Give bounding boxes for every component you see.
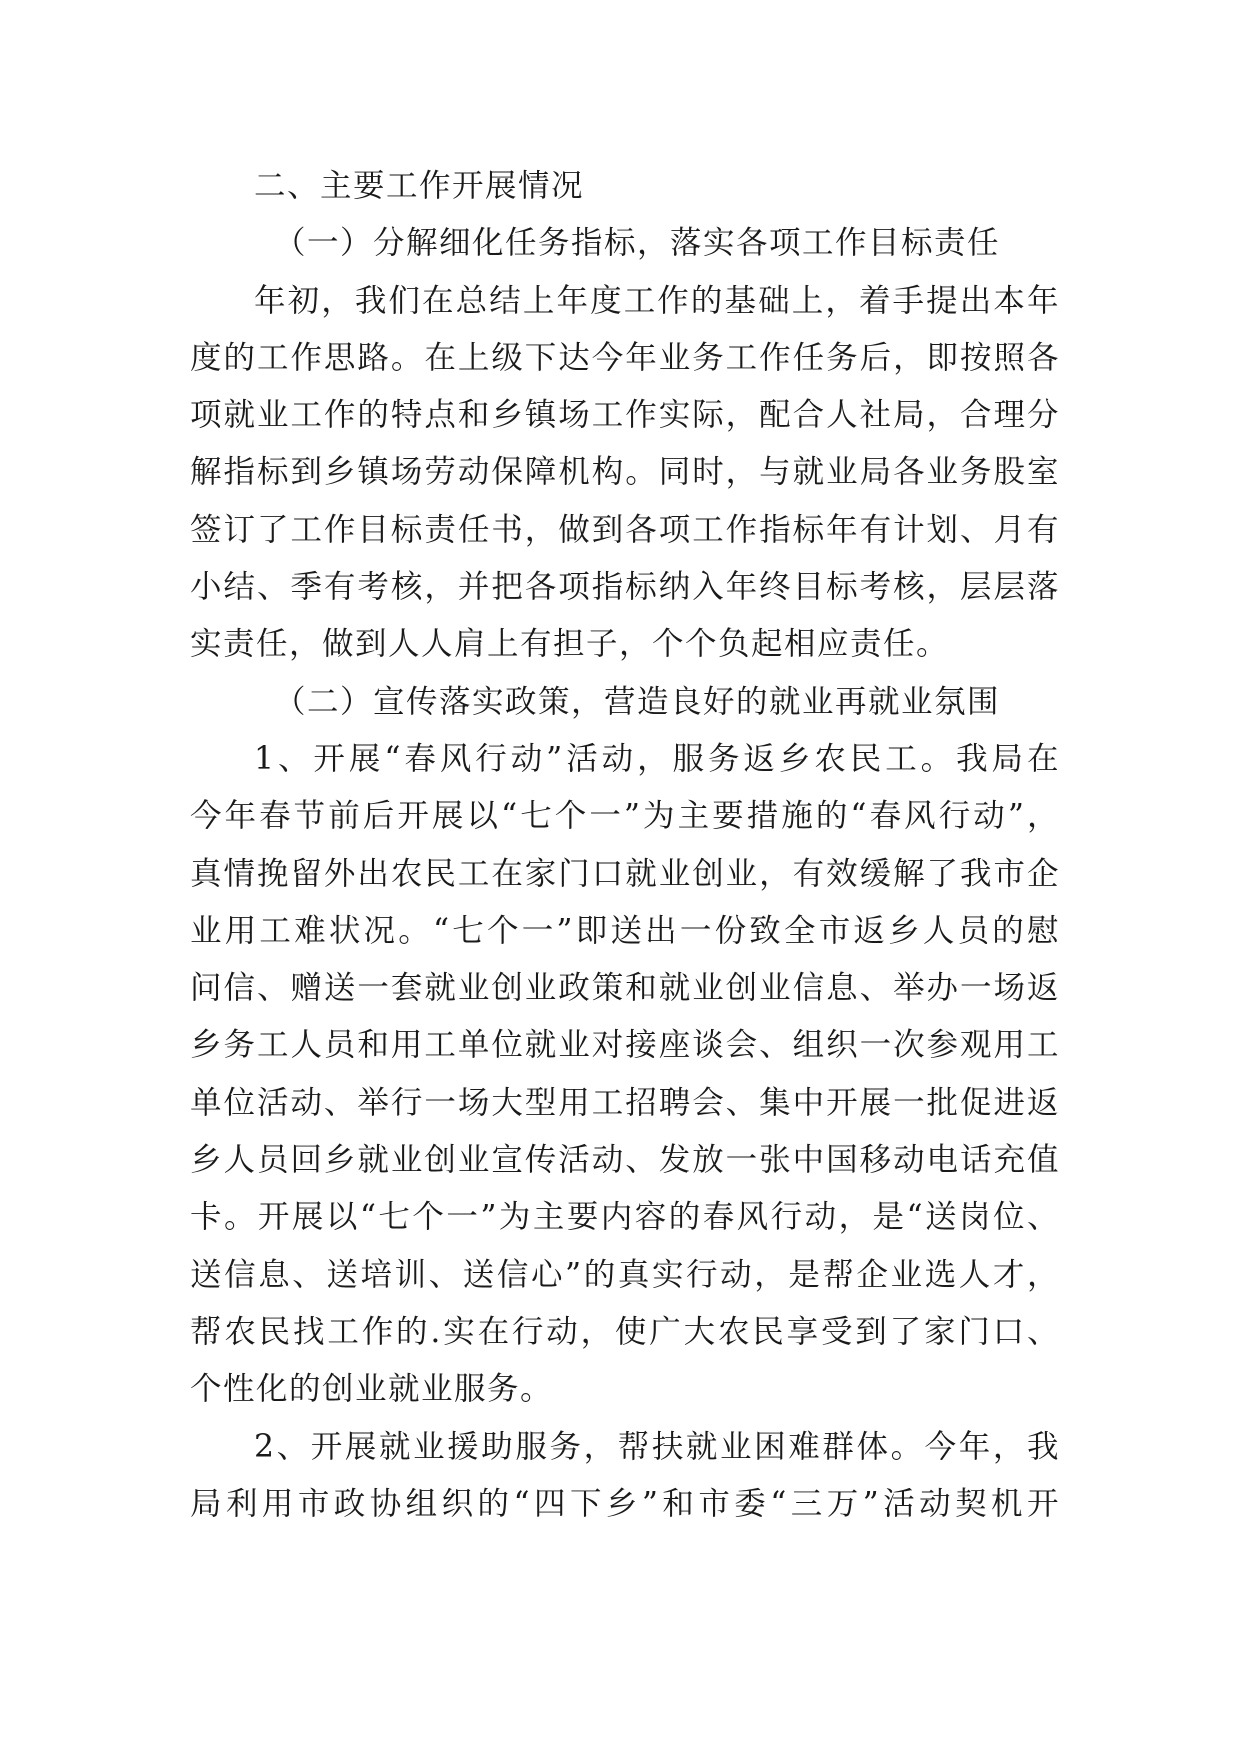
paragraph-line: 实责任，做到人人肩上有担子，个个负起相应责任。 bbox=[190, 626, 950, 663]
paragraph-line: 项就业工作的特点和乡镇场工作实际，配合人社局，合理分 bbox=[190, 397, 1060, 434]
paragraph-line: 年初，我们在总结上年度工作的基础上，着手提出本年 bbox=[254, 282, 1060, 319]
paragraph-line: 业用工难状况。“七个一”即送出一份致全市返乡人员的慰 bbox=[190, 912, 1060, 949]
subsection-heading: （一）分解细化任务指标，落实各项工作目标责任 bbox=[274, 225, 1001, 262]
paragraph-line: 乡务工人员和用工单位就业对接座谈会、组织一次参观用工 bbox=[190, 1027, 1060, 1064]
paragraph-line: 乡人员回乡就业创业宣传活动、发放一张中国移动电话充值 bbox=[190, 1142, 1060, 1179]
paragraph-line: 局利用市政协组织的“四下乡”和市委“三万”活动契机开 bbox=[190, 1485, 1060, 1522]
section-heading: 二、主要工作开展情况 bbox=[254, 168, 585, 204]
paragraph-line: 问信、赠送一套就业创业政策和就业创业信息、举办一场返 bbox=[190, 970, 1060, 1007]
paragraph-line: 个性化的创业就业服务。 bbox=[190, 1371, 554, 1408]
paragraph-line: 2、开展就业援助服务，帮扶就业困难群体。今年，我 bbox=[254, 1428, 1060, 1465]
paragraph-line: 送信息、送培训、送信心”的真实行动，是帮企业选人才， bbox=[190, 1256, 1060, 1293]
paragraph-line: 卡。开展以“七个一”为主要内容的春风行动，是“送岗位、 bbox=[190, 1199, 1060, 1236]
paragraph-line: 真情挽留外出农民工在家门口就业创业，有效缓解了我市企 bbox=[190, 855, 1060, 892]
paragraph-line: 签订了工作目标责任书，做到各项工作指标年有计划、月有 bbox=[190, 511, 1060, 548]
paragraph-line: 1、开展“春风行动”活动，服务返乡农民工。我局在 bbox=[254, 740, 1060, 777]
subsection-heading: （二）宣传落实政策，营造良好的就业再就业氛围 bbox=[274, 683, 1001, 720]
paragraph-line: 度的工作思路。在上级下达今年业务工作任务后，即按照各 bbox=[190, 339, 1060, 376]
paragraph-line: 解指标到乡镇场劳动保障机构。同时，与就业局各业务股室 bbox=[190, 454, 1060, 491]
document-body bbox=[190, 158, 1060, 1533]
paragraph-line: 小结、季有考核，并把各项指标纳入年终目标考核，层层落 bbox=[190, 569, 1060, 606]
paragraph-line: 单位活动、举行一场大型用工招聘会、集中开展一批促进返 bbox=[190, 1084, 1060, 1121]
paragraph-line: 今年春节前后开展以“七个一”为主要措施的“春风行动”， bbox=[190, 798, 1060, 835]
paragraph-line: 帮农民找工作的.实在行动，使广大农民享受到了家门口、 bbox=[190, 1313, 1060, 1350]
